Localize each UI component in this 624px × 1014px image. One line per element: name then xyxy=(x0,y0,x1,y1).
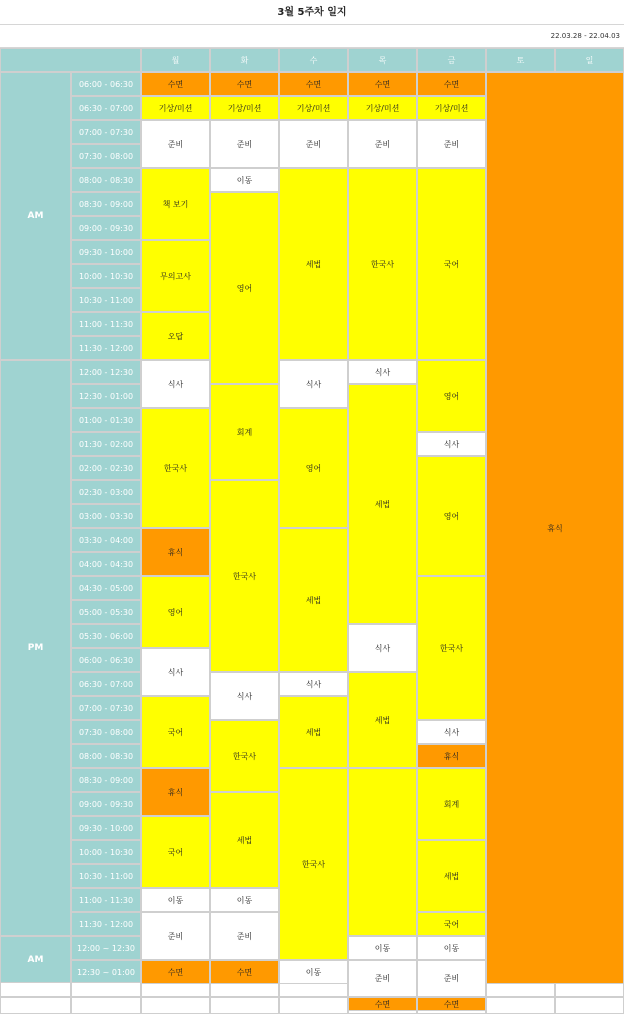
day-header: 화 xyxy=(210,48,279,72)
day-header: 금 xyxy=(417,48,486,72)
time-slot: 06:30 - 07:00 xyxy=(71,672,141,696)
time-slot: 03:00 - 03:30 xyxy=(71,504,141,528)
activity-block-fri: 이동 xyxy=(417,936,486,960)
activity-block-mon: 무의고사 xyxy=(141,240,210,312)
activity-block-mon: 식사 xyxy=(141,360,210,408)
empty-cell xyxy=(0,982,71,997)
activity-block-mon: 국어 xyxy=(141,816,210,888)
activity-block-wed: 기상/미션 xyxy=(279,96,348,120)
time-slot: 01:00 - 01:30 xyxy=(71,408,141,432)
time-slot: 07:30 - 08:00 xyxy=(71,144,141,168)
time-slot: 12:00 ~ 12:30 xyxy=(71,936,141,960)
time-slot: 10:30 - 11:00 xyxy=(71,864,141,888)
activity-block-tue: 수면 xyxy=(210,72,279,96)
activity-block-fri: 수면 xyxy=(417,72,486,96)
activity-block-fri: 영어 xyxy=(417,360,486,432)
time-slot: 01:30 - 02:00 xyxy=(71,432,141,456)
activity-block-fri: 수면 xyxy=(417,997,486,1011)
activity-block-mon: 준비 xyxy=(141,912,210,960)
empty-cell xyxy=(0,997,71,1014)
time-slot: 11:00 - 11:30 xyxy=(71,312,141,336)
activity-block-fri: 영어 xyxy=(417,456,486,576)
time-slot: 08:00 - 08:30 xyxy=(71,168,141,192)
time-slot: 10:00 - 10:30 xyxy=(71,264,141,288)
day-header: 수 xyxy=(279,48,348,72)
empty-cell xyxy=(279,997,348,1014)
period-am: AM xyxy=(0,72,71,360)
activity-block-tue: 회계 xyxy=(210,384,279,480)
time-slot: 12:00 - 12:30 xyxy=(71,360,141,384)
header-corner xyxy=(0,48,141,72)
activity-block-mon: 식사 xyxy=(141,648,210,696)
time-slot: 04:00 - 04:30 xyxy=(71,552,141,576)
time-slot: 02:30 - 03:00 xyxy=(71,480,141,504)
activity-block-mon: 이동 xyxy=(141,888,210,912)
day-header: 목 xyxy=(348,48,417,72)
activity-block-thu: 이동 xyxy=(348,936,417,960)
activity-block-tue: 수면 xyxy=(210,960,279,984)
activity-block-wed: 세법 xyxy=(279,528,348,672)
time-slot: 10:00 - 10:30 xyxy=(71,840,141,864)
activity-block-wed: 준비 xyxy=(279,120,348,168)
time-slot: 07:00 - 07:30 xyxy=(71,696,141,720)
day-header: 토 xyxy=(486,48,555,72)
time-slot: 05:30 - 06:00 xyxy=(71,624,141,648)
period-am-late: AM xyxy=(0,936,71,984)
date-range: 22.03.28 - 22.04.03 xyxy=(0,25,624,48)
empty-cell xyxy=(555,982,624,997)
activity-block-mon: 오답 xyxy=(141,312,210,360)
activity-block-mon: 한국사 xyxy=(141,408,210,528)
activity-block-wed: 식사 xyxy=(279,672,348,696)
time-slot: 05:00 - 05:30 xyxy=(71,600,141,624)
activity-block-thu: 기상/미션 xyxy=(348,96,417,120)
time-slot: 11:00 - 11:30 xyxy=(71,888,141,912)
activity-block-fri: 국어 xyxy=(417,912,486,936)
time-slot: 08:00 - 08:30 xyxy=(71,744,141,768)
time-slot: 07:30 - 08:00 xyxy=(71,720,141,744)
activity-block-wed: 수면 xyxy=(279,72,348,96)
activity-block-thu: 준비 xyxy=(348,120,417,168)
activity-block-thu: 수면 xyxy=(348,997,417,1011)
day-header: 월 xyxy=(141,48,210,72)
activity-block-mon: 준비 xyxy=(141,120,210,168)
activity-block-wed: 이동 xyxy=(279,960,348,984)
time-slot: 11:30 - 12:00 xyxy=(71,336,141,360)
time-slot: 02:00 - 02:30 xyxy=(71,456,141,480)
period-pm: PM xyxy=(0,360,71,936)
activity-block-fri: 세법 xyxy=(417,840,486,912)
activity-block-fri: 식사 xyxy=(417,432,486,456)
activity-block-fri: 준비 xyxy=(417,120,486,168)
time-slot: 10:30 - 11:00 xyxy=(71,288,141,312)
activity-block-mon: 영어 xyxy=(141,576,210,648)
activity-block-fri: 회계 xyxy=(417,768,486,840)
activity-block-fri: 준비 xyxy=(417,960,486,997)
activity-block-thu: 한국사 xyxy=(348,168,417,360)
activity-block-fri: 국어 xyxy=(417,168,486,360)
time-slot: 08:30 - 09:00 xyxy=(71,192,141,216)
activity-block-wed: 한국사 xyxy=(279,768,348,960)
empty-cell xyxy=(71,997,141,1014)
activity-block-thu: 식사 xyxy=(348,624,417,672)
activity-block-thu: 준비 xyxy=(348,960,417,997)
time-slot: 06:30 - 07:00 xyxy=(71,96,141,120)
activity-block-mon: 휴식 xyxy=(141,528,210,576)
empty-cell xyxy=(71,982,141,997)
time-slot: 12:30 - 01:00 xyxy=(71,384,141,408)
empty-cell xyxy=(210,982,279,997)
time-slot: 09:00 - 09:30 xyxy=(71,792,141,816)
activity-block-mon: 수면 xyxy=(141,960,210,984)
activity-block-mon: 수면 xyxy=(141,72,210,96)
activity-block-tue: 기상/미션 xyxy=(210,96,279,120)
empty-cell xyxy=(210,997,279,1014)
activity-block-tue: 영어 xyxy=(210,192,279,384)
empty-cell xyxy=(279,982,348,997)
empty-cell xyxy=(141,997,210,1014)
activity-block-fri: 식사 xyxy=(417,720,486,744)
activity-block-wed: 세법 xyxy=(279,168,348,360)
time-slot: 06:00 - 06:30 xyxy=(71,648,141,672)
empty-cell xyxy=(486,997,555,1014)
empty-cell xyxy=(555,997,624,1014)
empty-cell xyxy=(486,982,555,997)
activity-block-fri: 휴식 xyxy=(417,744,486,768)
activity-block-tue: 이동 xyxy=(210,168,279,192)
activity-block-tue: 한국사 xyxy=(210,480,279,672)
activity-block-thu xyxy=(348,768,417,936)
activity-block-tue: 세법 xyxy=(210,792,279,888)
time-slot: 08:30 - 09:00 xyxy=(71,768,141,792)
activity-block-tue: 이동 xyxy=(210,888,279,912)
activity-block-thu: 수면 xyxy=(348,72,417,96)
activity-block-thu: 세법 xyxy=(348,672,417,768)
activity-block-wed: 식사 xyxy=(279,360,348,408)
activity-block-wed: 세법 xyxy=(279,696,348,768)
time-slot: 11:30 - 12:00 xyxy=(71,912,141,936)
activity-block-thu: 식사 xyxy=(348,360,417,384)
activity-block-tue: 식사 xyxy=(210,672,279,720)
activity-block-wed: 영어 xyxy=(279,408,348,528)
activity-block-mon: 국어 xyxy=(141,696,210,768)
time-slot: 12:30 ~ 01:00 xyxy=(71,960,141,984)
activity-block-tue: 한국사 xyxy=(210,720,279,792)
activity-block-mon: 휴식 xyxy=(141,768,210,816)
activity-block-mon: 기상/미션 xyxy=(141,96,210,120)
time-slot: 09:00 - 09:30 xyxy=(71,216,141,240)
day-header: 일 xyxy=(555,48,624,72)
time-slot: 09:30 - 10:00 xyxy=(71,240,141,264)
activity-block-tue: 준비 xyxy=(210,912,279,960)
time-slot: 04:30 - 05:00 xyxy=(71,576,141,600)
activity-block-tue: 준비 xyxy=(210,120,279,168)
activity-block-mon: 책 보기 xyxy=(141,168,210,240)
activity-block-weekend: 휴식 xyxy=(486,72,624,984)
time-slot: 09:30 - 10:00 xyxy=(71,816,141,840)
activity-block-fri: 기상/미션 xyxy=(417,96,486,120)
time-slot: 06:00 - 06:30 xyxy=(71,72,141,96)
time-slot: 03:30 - 04:00 xyxy=(71,528,141,552)
time-slot: 07:00 - 07:30 xyxy=(71,120,141,144)
activity-block-fri: 한국사 xyxy=(417,576,486,720)
empty-cell xyxy=(141,982,210,997)
sheet-title: 3월 5주차 일지 xyxy=(0,0,624,25)
activity-block-thu: 세법 xyxy=(348,384,417,624)
